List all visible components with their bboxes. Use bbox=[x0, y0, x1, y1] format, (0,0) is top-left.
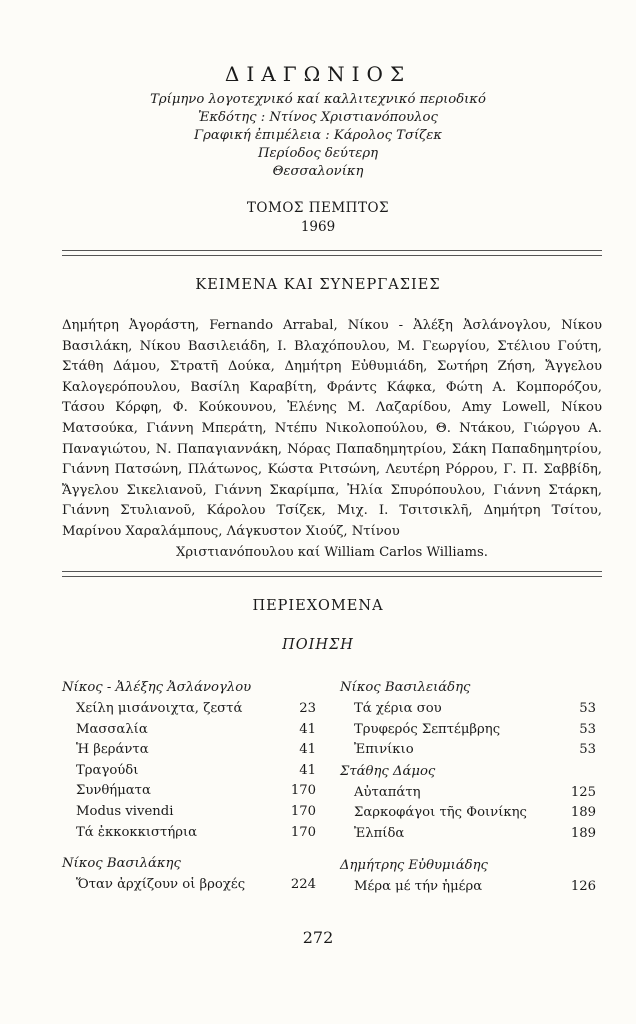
poem-title: Σαρκοφάγοι τῆς Φοινίκης bbox=[354, 805, 527, 821]
page-ref: 170 bbox=[290, 803, 316, 819]
header-line: Θεσσαλονίκη bbox=[272, 164, 364, 179]
journal-title: ΔΙΑΓΩΝΙΟΣ bbox=[224, 62, 412, 86]
page-ref: 53 bbox=[579, 701, 596, 716]
page-number: 272 bbox=[302, 928, 334, 947]
contributors-heading: ΚΕΙΜΕΝΑ ΚΑΙ ΣΥΝΕΡΓΑΣΙΕΣ bbox=[195, 277, 441, 293]
poem-title: Μέρα μέ τήν ἡμέρα bbox=[354, 878, 483, 894]
poem-title: Τά ἐκκοκκιστήρια bbox=[76, 824, 198, 840]
toc-entry bbox=[340, 824, 596, 845]
page-ref: 41 bbox=[299, 742, 316, 758]
header-line: Περίοδος δεύτερη bbox=[258, 146, 378, 161]
toc-entry bbox=[340, 877, 596, 898]
poem-title: Συνθήματα bbox=[76, 783, 151, 799]
toc-entry bbox=[340, 699, 596, 720]
author-name: Νίκος - Ἀλέξης Ἀσλάνογλου bbox=[62, 680, 252, 695]
toc-entry bbox=[340, 720, 596, 741]
author-name: Νίκος Βασιλειάδης bbox=[340, 680, 471, 695]
header-line: Τρίμηνο λογοτεχνικό καί καλλιτεχνικό περιοδικό bbox=[150, 92, 486, 107]
poem-title: Ὅταν ἀρχίζουν οἱ βροχές bbox=[76, 877, 246, 893]
author-name: Δημήτρης Εὐθυμιάδης bbox=[340, 857, 488, 873]
toc-entry bbox=[340, 803, 596, 824]
poem-title: Τρυφερός Σεπτέμβρης bbox=[354, 721, 501, 737]
poem-title: Χείλη μισάνοιχτα, ζεστά bbox=[76, 701, 243, 716]
poem-title: Ἐπινίκιο bbox=[354, 742, 414, 758]
page-ref: 23 bbox=[299, 701, 316, 716]
poem-title: Τά χέρια σου bbox=[354, 701, 442, 716]
contributors-body: Δημήτρη Ἀγοράστη, Fernando Arrabal, Νίκου - Ἀλέξη Ἀσλάνογλου, Νίκου Βασιλάκη, Νίκου Βασιλειάδη, Ι. Βλαχόπουλου, Μ. Γεωργίου, Στέλιου Γούτη, Στάθη Δάμου, Στρατῆ Δούκα, Δημήτρη Εὐθυμιάδη, Σωτήρη Ζήση, Ἄγγελου Καλογερόπουλου, Βασίλη Καραβίτη, Φράντς Κάφκα, Φώτη Α. Κομπορόζου, Τάσου Κόρφη, Φ. Κούκουνου, Ἑλένης Μ. Λαζαρίδου, Amy Lowell, Νίκου Ματσούκα, Γιάννη Μπεράτη, Ντέπυ Νικολοπούλου, Θ. Ντάκου, Γιώργου Α. Παναγιώτου, Ν. Παπαγιαννάκη, Νόρας Παπαδημητρίου, Σάκη Παπαδημητρίου, Γιάννη Πατσώνη, Πλάτωνος, Κώστα Ριτσώνη, Λευτέρη Ρόρρου, Γ. Π. Σαββίδη, Ἄγγελου Σικελιανοῦ, Γιάννη Σκαρίμπα, Ἠλία Σπυρόπουλου, Γιάννη Στάρκη, Γιάννη Στυλιανοῦ, Κάρολου Τσίζεκ, Μιχ. Ι. Τσιτσικλῆ, Δημήτρη Τσίτου, Μαρίνου Χαραλάμπους, Λάγκυστον Χιούζ, Ντίνου bbox=[62, 318, 602, 539]
toc-entry bbox=[62, 699, 316, 720]
poem-title: Αὐταπάτη bbox=[354, 784, 421, 800]
header-info bbox=[0, 91, 636, 181]
page-ref: 224 bbox=[290, 877, 316, 893]
toc-entry bbox=[62, 802, 316, 823]
page-ref: 170 bbox=[290, 783, 316, 799]
author-name: Στάθης Δάμος bbox=[340, 763, 436, 779]
toc-entry bbox=[62, 823, 316, 844]
volume-label: ΤΟΜΟΣ ΠΕΜΠΤΟΣ bbox=[246, 200, 390, 216]
divider-rule bbox=[62, 571, 602, 577]
page-ref: 53 bbox=[579, 742, 596, 758]
toc-entry bbox=[62, 781, 316, 802]
poetry-section-heading: ΠΟΙΗΣΗ bbox=[282, 637, 354, 653]
contributors-list bbox=[62, 316, 602, 563]
poem-title: Μασσαλία bbox=[76, 721, 148, 737]
toc-entry bbox=[62, 761, 316, 782]
poem-title: Ἡ βεράντα bbox=[76, 742, 149, 758]
toc-entry bbox=[340, 740, 596, 761]
page-ref: 170 bbox=[290, 824, 316, 840]
poem-title: Ἐλπίδα bbox=[354, 825, 405, 841]
author-name: Νίκος Βασιλάκης bbox=[62, 856, 181, 872]
toc-entry bbox=[62, 740, 316, 761]
poem-title: Τραγούδι bbox=[76, 762, 139, 778]
toc-entry bbox=[340, 783, 596, 804]
toc-entry bbox=[62, 875, 316, 896]
header-line: Γραφική ἐπιμέλεια : Κάρολος Τσίζεκ bbox=[193, 128, 443, 143]
year-label: 1969 bbox=[300, 219, 336, 235]
page-ref: 53 bbox=[579, 721, 596, 737]
page-ref: 189 bbox=[570, 825, 596, 841]
page-ref: 41 bbox=[299, 721, 316, 737]
contents-right-column bbox=[340, 677, 596, 897]
contents-left-column bbox=[62, 677, 316, 896]
poem-title: Modus vivendi bbox=[76, 803, 174, 819]
divider-rule bbox=[62, 250, 602, 256]
page-ref: 189 bbox=[570, 805, 596, 821]
page-ref: 41 bbox=[299, 762, 316, 778]
toc-entry bbox=[62, 720, 316, 741]
page-ref: 126 bbox=[570, 878, 596, 894]
contributors-last-line: Χριστιανόπουλου καί William Carlos Williams. bbox=[176, 544, 488, 560]
header-line: Ἐκδότης : Ντίνος Χριστιανόπουλος bbox=[198, 110, 438, 125]
contents-heading: ΠΕΡΙΕΧΟΜΕΝΑ bbox=[252, 598, 384, 614]
page-ref: 125 bbox=[570, 784, 596, 800]
